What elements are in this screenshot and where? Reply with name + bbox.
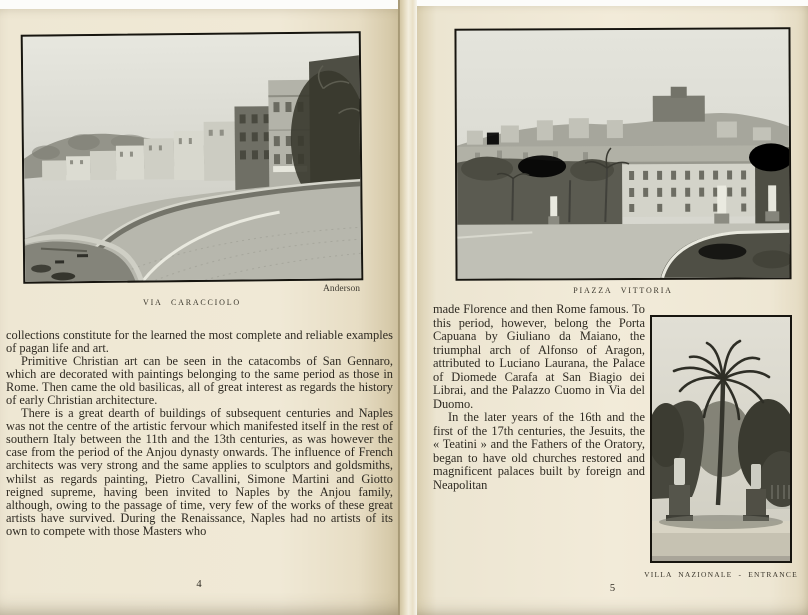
paragraph: Primitive Christian art can be seen in the catacombs of San Gennaro, which are decorated with paintings belonging to the same period as those in Rome. Then came the old basilicas, all of great interest as regards the history of early Christian architecture. xyxy=(6,354,393,408)
photo-caption-via-caracciolo: VIA CARACCIOLO xyxy=(143,298,241,307)
paragraph: In the later years of the 16th and the first of the 17th centuries, the Jesuits, the « Teatini » and the Fathers of the Oratory, began to have old churches restored and magnificent palaces built by foreign and Neapolitan xyxy=(433,410,645,492)
page-number-right: 5 xyxy=(609,583,616,594)
left-page-text xyxy=(6,329,393,538)
book-gutter xyxy=(398,0,417,615)
piazza-vittoria-image xyxy=(456,29,789,278)
right-page-text xyxy=(433,303,645,492)
paragraph: made Florence and then Rome famous. To this period, however, belong the Porta Capuana by Giuliano da Maiano, the triumphal arch of Alfonso of Aragon, attributed to Luciano Laurana, the Palace of Diomede Carafa at San Biagio dei Librai, and the Palazzo Cuomo in Via del Duomo. xyxy=(433,302,645,411)
photo-credit: Anderson xyxy=(323,284,360,294)
via-caracciolo-image xyxy=(23,33,362,282)
photo-villa-nazionale xyxy=(650,315,792,563)
paragraph: There is a great dearth of buildings of subsequent centuries and Naples was not the centre of the artistic fervour which manifested itself in the rest of southern Italy between the 11th and the 13th centuries, as was however the case from the period of the Anjou dynasty onwards. The influence of French architects was very strong and the same applies to sculptors and goldsmiths, whilst as regards painting, Pietro Cavallini, Simone Martini and Giotto reigned supreme, having been invited to Naples by the Anjou family, although, owing to the passage of time, very few of the works of these great artists have survived. During the Renaissance, Naples had no artists of its own to compete with those Masters who xyxy=(6,406,393,538)
photo-caption-villa-nazionale: VILLA NAZIONALE - ENTRANCE xyxy=(644,570,798,579)
photo-caption-piazza-vittoria: PIAZZA VITTORIA xyxy=(573,286,673,295)
villa-nazionale-image xyxy=(652,317,790,561)
paragraph: collections constitute for the learned the most complete and reliable examples of pagan life and art. xyxy=(6,328,393,356)
photo-via-caracciolo xyxy=(21,31,364,284)
page-number-left: 4 xyxy=(196,579,202,590)
photo-piazza-vittoria xyxy=(454,27,791,280)
